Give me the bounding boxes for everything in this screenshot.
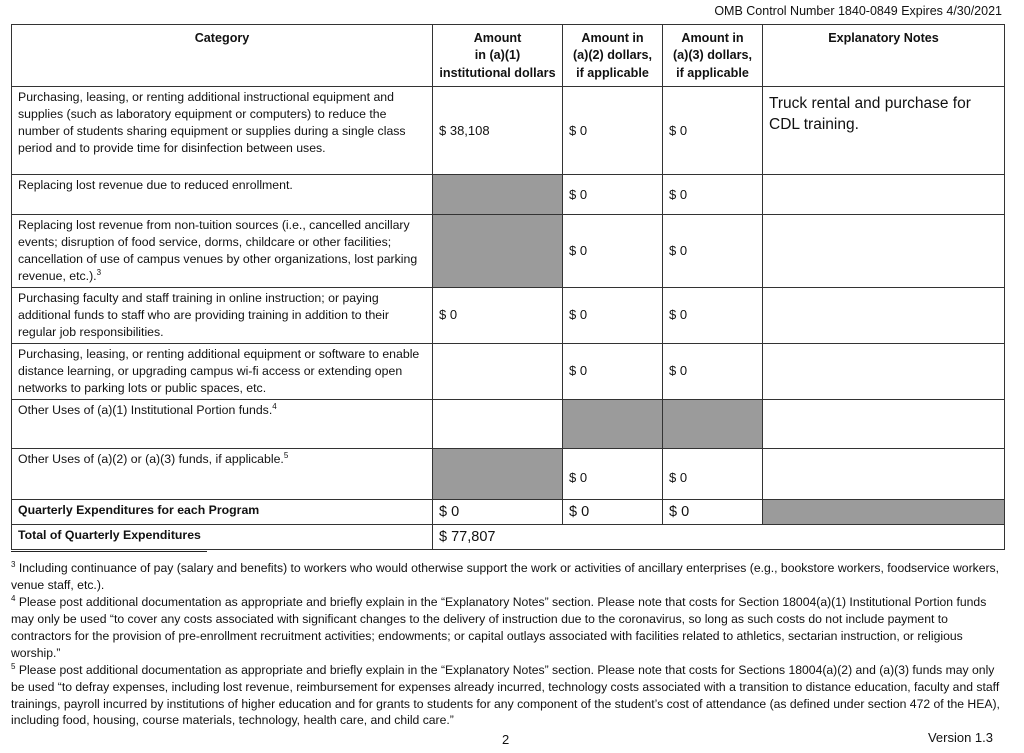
footnote-divider	[11, 551, 207, 552]
row-explanatory-note	[763, 343, 1005, 399]
header-a3: Amount in (a)(3) dollars, if applicable	[663, 25, 763, 87]
row-category: Purchasing, leasing, or renting additional equipment or software to enable distance learning, or upgrading campus wi-fi access or extending open networks to parking lots or public spaces, etc.	[12, 343, 433, 399]
footnotes	[11, 560, 1007, 730]
row-a1-value: $ 38,108	[433, 87, 563, 175]
row-a3-value: $ 0	[663, 287, 763, 343]
table-row	[12, 215, 1005, 288]
row-a1-shaded	[433, 215, 563, 288]
header-notes: Explanatory Notes	[763, 25, 1005, 87]
row-a1-value	[433, 343, 563, 399]
row-a1-shaded	[433, 175, 563, 215]
table-row	[12, 175, 1005, 215]
row-explanatory-note	[763, 448, 1005, 499]
expenditure-table	[11, 24, 1005, 550]
row-a1-value	[433, 399, 563, 448]
page-number: 2	[502, 732, 510, 747]
row-a2-value: $ 0	[563, 448, 663, 499]
row-a3-value: $ 0	[663, 175, 763, 215]
row-a3-value: $ 0	[663, 215, 763, 288]
table-row	[12, 87, 1005, 175]
footnote-4: $^4$ Please post additional documentation as appropriate and briefly explain in the “Explanatory Notes” section. Please note that costs for Section 18004(a)(1) Institutional Portion funds may only be used “to cover any costs associated with significant changes to the delivery of instruction due to the coronavirus, so long as such costs do not include payment to contractors for the provision of pre-enrollment recruitment activities; endowments; or capital outlays associated with facilities related to athletics, sectarian instruction, or religious worship.”	[11, 594, 987, 660]
row-explanatory-note	[763, 175, 1005, 215]
total-value: $ 77,807	[433, 524, 1005, 549]
row-a3-shaded	[663, 399, 763, 448]
row-a3-value: $ 0	[663, 343, 763, 399]
header-a1: Amount in (a)(1) institutional dollars	[433, 25, 563, 87]
row-a1-shaded	[433, 448, 563, 499]
total-label: Total of Quarterly Expenditures	[12, 524, 433, 549]
quarterly-notes-shaded	[763, 499, 1005, 524]
omb-control-number: OMB Control Number 1840-0849 Expires 4/30/2021	[714, 4, 1002, 18]
row-a2-value: $ 0	[563, 343, 663, 399]
row-category: Purchasing, leasing, or renting additional instructional equipment and supplies (such as laboratory equipment or computers) to reduce the number of students sharing equipment or supplies during a single class period and to provide time for disinfection between uses.	[12, 87, 433, 175]
row-a3-value: $ 0	[663, 87, 763, 175]
row-a2-value: $ 0	[563, 175, 663, 215]
table-row	[12, 287, 1005, 343]
quarterly-label: Quarterly Expenditures for each Program	[12, 499, 433, 524]
row-a2-value: $ 0	[563, 215, 663, 288]
quarterly-row	[12, 499, 1005, 524]
row-a2-value: $ 0	[563, 287, 663, 343]
header-a2: Amount in (a)(2) dollars, if applicable	[563, 25, 663, 87]
quarterly-a2: $ 0	[563, 499, 663, 524]
footnote-5: $^5$ Please post additional documentation as appropriate and briefly explain in the “Explanatory Notes” section. Please note that costs for Sections 18004(a)(2) and (a)(3) funds may only be used “to defray expenses, including lost revenue, reimbursement for expenses already incurred, technology costs associated with a transition to distance education, faculty and staff trainings, payroll incurred by institutions of higher education and for grants to students for any component of the student’s cost of attendance (as defined under section 472 of the HEA), including food, housing, course materials, technology, health care, and child care.”	[11, 662, 1000, 728]
row-explanatory-note	[763, 399, 1005, 448]
row-a2-value: $ 0	[563, 87, 663, 175]
row-category: Replacing lost revenue from non-tuition sources (i.e., cancelled ancillary events; disruption of food service, dorms, childcare or other facilities; cancellation of use of campus venues by other organizations, lost parking revenue, etc.).$^3$	[12, 215, 433, 288]
row-category: Other Uses of (a)(1) Institutional Portion funds.$^4$	[12, 399, 433, 448]
header-row	[12, 25, 1005, 87]
table-row	[12, 448, 1005, 499]
footnote-3: $^3$ Including continuance of pay (salary and benefits) to workers who would otherwise support the work or activities of ancillary enterprises (e.g., bookstore workers, foodservice workers, venue staff, etc.).	[11, 559, 1000, 592]
row-explanatory-note: Truck rental and purchase for CDL training.	[763, 87, 1005, 175]
row-explanatory-note	[763, 287, 1005, 343]
row-a2-shaded	[563, 399, 663, 448]
row-a1-value: $ 0	[433, 287, 563, 343]
row-explanatory-note	[763, 215, 1005, 288]
row-category: Purchasing faculty and staff training in online instruction; or paying additional funds to staff who are providing training in addition to their regular job responsibilities.	[12, 287, 433, 343]
quarterly-a1: $ 0	[433, 499, 563, 524]
total-row	[12, 524, 1005, 549]
quarterly-a3: $ 0	[663, 499, 763, 524]
row-category: Replacing lost revenue due to reduced enrollment.	[12, 175, 433, 215]
row-category: Other Uses of (a)(2) or (a)(3) funds, if applicable.$^5$	[12, 448, 433, 499]
table-row	[12, 399, 1005, 448]
table-row	[12, 343, 1005, 399]
row-a3-value: $ 0	[663, 448, 763, 499]
header-category: Category	[12, 25, 433, 87]
version-label: Version 1.3	[927, 730, 993, 745]
